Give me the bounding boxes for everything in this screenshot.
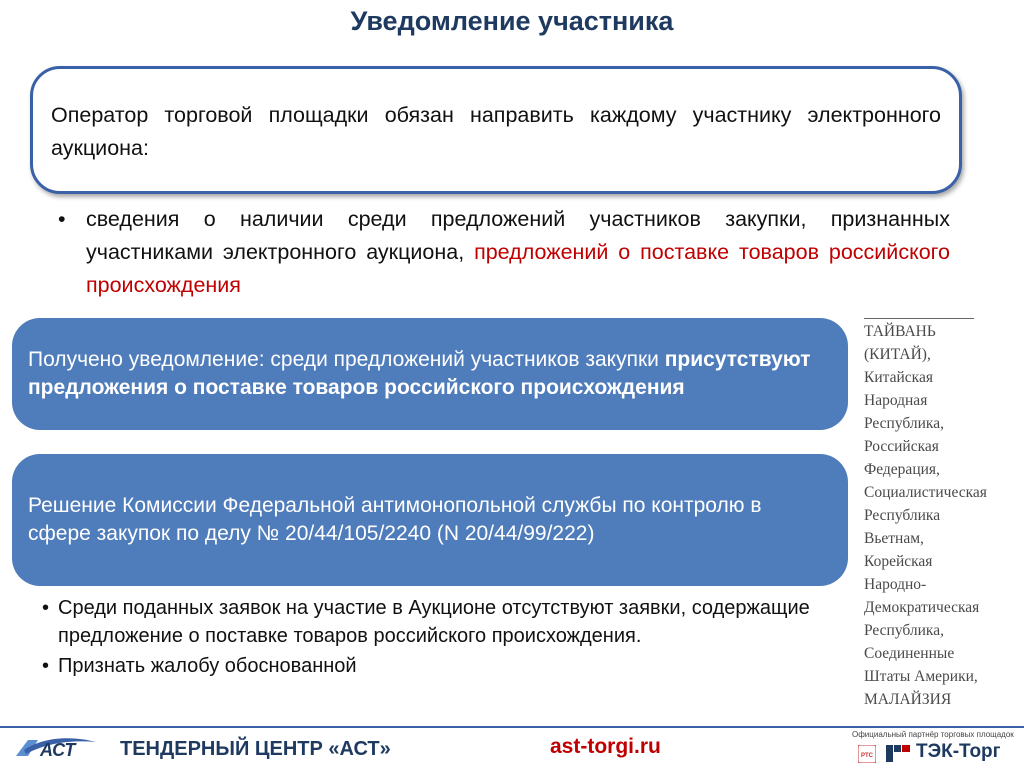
sidebar-divider — [864, 318, 974, 319]
operator-obligation-box — [30, 66, 962, 194]
country-line: Корейская — [864, 553, 933, 570]
list-item — [42, 652, 842, 680]
country-line: Республика — [864, 507, 941, 524]
info-text-black: сведения о наличии среди предложений участников закупки, признанных участниками электронного аукциона, — [86, 207, 950, 264]
footer-company: ТЕНДЕРНЫЙ ЦЕНТР «АСТ» — [120, 738, 391, 760]
footer-website[interactable]: ast-torgi.ru — [550, 735, 661, 758]
country-line: Российская — [864, 438, 939, 455]
country-line: Народная — [864, 392, 928, 409]
country-line: (КИТАЙ), — [864, 346, 931, 363]
ast-logo-text: АСТ — [40, 740, 76, 760]
footer-divider — [0, 726, 1024, 728]
partner-caption: Официальный партнёр торговых площадок — [852, 730, 1014, 739]
rts-logo — [858, 745, 876, 763]
list-item-text: Среди поданных заявок на участие в Аукционе отсутствуют заявки, содержащие предложение о поставке товаров российского происхождения. — [58, 597, 810, 647]
country-line: Народно- — [864, 576, 927, 593]
notice-text — [28, 346, 828, 402]
bullet-marker: • — [58, 207, 66, 231]
notice-text-bold: присутствуют предложения о поставке товаров российского происхождения — [28, 348, 811, 399]
decision-list — [42, 594, 842, 682]
bullet-marker: • — [42, 597, 50, 619]
rts-logo-icon — [858, 745, 876, 763]
country-line: Штаты Америки, — [864, 668, 978, 685]
country-line: Вьетнам, — [864, 530, 924, 547]
country-line: МАЛАЙЗИЯ — [864, 691, 952, 708]
country-line: Китайская — [864, 369, 933, 386]
tek-torg-logo — [884, 742, 912, 769]
tek-torg-icon — [884, 742, 912, 764]
rts-logo-text: РТС — [861, 753, 873, 759]
country-line: Соединенные — [864, 645, 955, 662]
country-line: Федерация, — [864, 461, 940, 478]
country-line: Социалистическая — [864, 484, 987, 501]
notice-box — [12, 318, 848, 430]
country-list-scan — [864, 320, 1014, 711]
decision-text: Решение Комиссии Федеральной антимонопольной службы по контролю в сфере закупок по делу № 20/44/105/2240 (N 20/44/99/222) — [28, 494, 762, 545]
tek-torg-name: ТЭК-Торг — [916, 741, 1001, 762]
info-bullet — [58, 203, 950, 302]
info-text-red: предложений о поставке товаров российского происхождения — [86, 240, 950, 297]
notice-text-regular: Получено уведомление: среди предложений участников закупки — [28, 348, 665, 371]
list-item — [42, 594, 842, 650]
decision-box — [12, 454, 848, 586]
country-line: ТАЙВАНЬ — [864, 323, 936, 340]
info-bullet-text — [86, 203, 950, 302]
ast-logo-icon — [14, 734, 100, 760]
slide-title: Уведомление участника — [350, 6, 674, 36]
list-item-text: Признать жалобу обоснованной — [58, 655, 357, 677]
country-line: Демократическая — [864, 599, 980, 616]
ast-logo — [14, 734, 100, 765]
operator-obligation-text: Оператор торговой площадки обязан направить каждому участнику электронного аукциона: — [51, 103, 941, 160]
country-line: Республика, — [864, 622, 944, 639]
country-line: Республика, — [864, 415, 944, 432]
bullet-marker: • — [42, 655, 50, 677]
